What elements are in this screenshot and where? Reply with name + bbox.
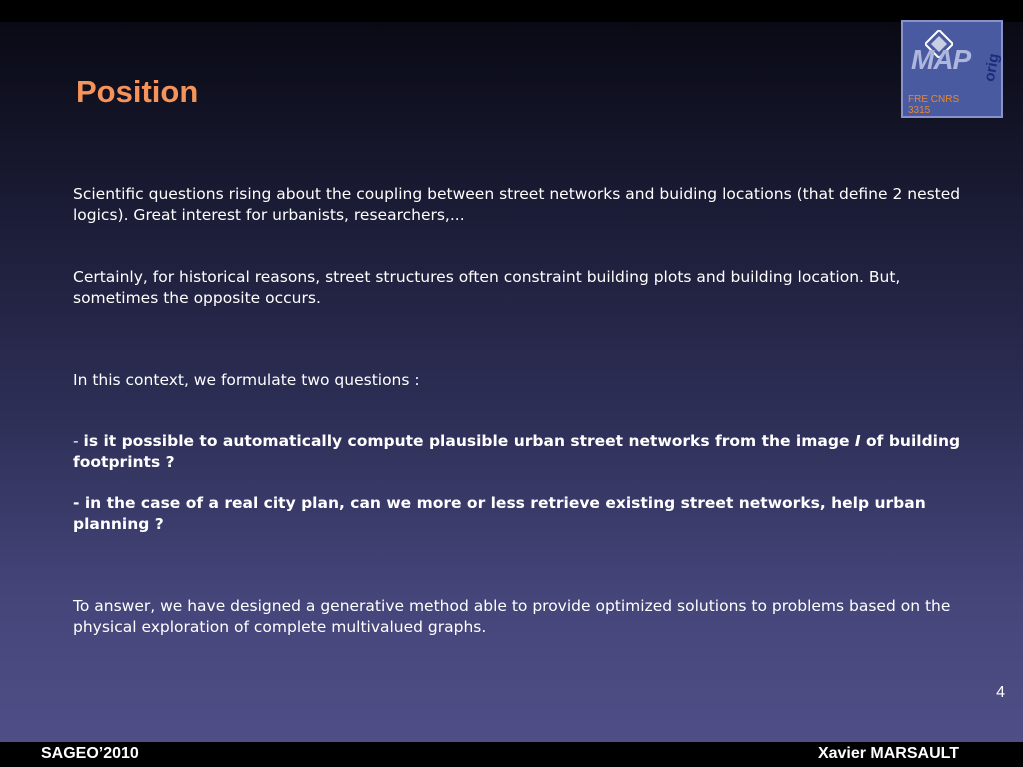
paragraph-historical-reasons: Certainly, for historical reasons, street structures often constraint building plots and building location. But, sometimes the opposite occurs. (73, 268, 901, 307)
question-2: - in the case of a real city plan, can we more or less retrieve existing street networks, help urban planning ? (73, 494, 926, 533)
question-1-text-a: is it possible to automatically compute plausible urban street networks from the image (83, 432, 855, 450)
slide-canvas (0, 22, 1023, 742)
top-black-bar (0, 0, 1023, 22)
map-logo (901, 20, 1003, 118)
paragraph-context: In this context, we formulate two questions : (73, 371, 420, 389)
footer-conference: SAGEO’2010 (41, 745, 139, 762)
footer-bar (0, 742, 1023, 767)
logo-brand: MAP (911, 44, 971, 75)
logo-caption-line1: FRE CNRS (908, 94, 960, 105)
question-1-dash: - (73, 432, 84, 450)
page-number: 4 (996, 684, 1005, 701)
paragraph-answer: To answer, we have designed a generative method able to provide optimized solutions to problems based on the physical exploration of complete multivalued graphs. (73, 597, 951, 636)
logo-caption (908, 94, 959, 116)
question-1 (73, 431, 973, 473)
question-1-italic-i: I (854, 432, 861, 450)
slide-title: Position (76, 74, 199, 109)
logo-caption-line2: 3315 (908, 105, 931, 116)
question-1-text-b: of building footprints ? (73, 432, 961, 471)
paragraph-scientific-questions: Scientific questions rising about the coupling between street networks and buiding locations (that define 2 nested logics). Great interest for urbanists, researchers,... (73, 185, 961, 224)
logo-suffix: orig (981, 52, 1003, 83)
footer-author: Xavier MARSAULT (817, 745, 959, 762)
